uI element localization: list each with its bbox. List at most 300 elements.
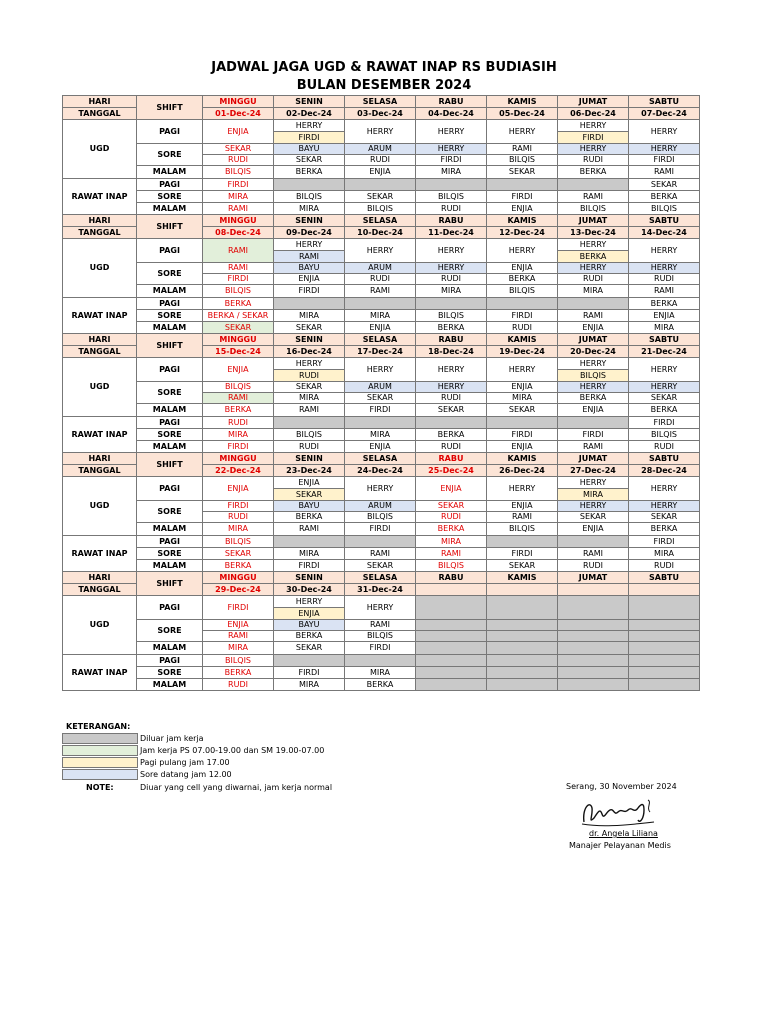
shift-pagi: PAGI bbox=[137, 179, 203, 191]
page-title: JADWAL JAGA UGD & RAWAT INAP RS BUDIASIH bbox=[211, 60, 557, 75]
shift-sore: SORE bbox=[137, 667, 203, 679]
staff-cell: ARUM bbox=[345, 263, 416, 274]
staff-cell: FIRDI bbox=[203, 274, 274, 285]
staff-cell: SEKAR bbox=[487, 166, 558, 179]
staff-cell bbox=[487, 536, 558, 548]
staff-cell: MIRA bbox=[274, 203, 345, 215]
day-name-rabu: RABU bbox=[416, 572, 487, 584]
staff-cell: ENJIA bbox=[203, 358, 274, 382]
staff-cell: HERRY bbox=[345, 239, 416, 263]
staff-cell bbox=[487, 620, 558, 631]
staff-cell: SEKAR bbox=[274, 322, 345, 334]
staff-cell: MIRA bbox=[274, 679, 345, 691]
staff-cell bbox=[558, 596, 629, 620]
staff-cell: BILQIS bbox=[558, 203, 629, 215]
unit-ugd: UGD bbox=[63, 596, 137, 655]
staff-cell: SEKAR bbox=[203, 322, 274, 334]
shift-malam: MALAM bbox=[137, 679, 203, 691]
staff-cell: BAYU bbox=[274, 263, 345, 274]
staff-cell bbox=[558, 655, 629, 667]
staff-cell: FIRDI bbox=[274, 132, 345, 144]
shift-malam: MALAM bbox=[137, 642, 203, 655]
staff-cell: HERRY bbox=[558, 239, 629, 251]
staff-cell: ENJIA bbox=[629, 310, 700, 322]
staff-cell bbox=[274, 417, 345, 429]
note-row bbox=[62, 782, 482, 793]
staff-cell: FIRDI bbox=[274, 667, 345, 679]
shift-header: SHIFT bbox=[137, 96, 203, 120]
date-cell bbox=[416, 584, 487, 596]
staff-cell: ENJIA bbox=[274, 477, 345, 489]
staff-cell: BILQIS bbox=[487, 285, 558, 298]
staff-cell: BERKA bbox=[274, 512, 345, 523]
staff-cell: SEKAR bbox=[274, 489, 345, 501]
staff-cell: FIRDI bbox=[487, 310, 558, 322]
shift-malam: MALAM bbox=[137, 523, 203, 536]
date-cell: 15-Dec-24 bbox=[203, 346, 274, 358]
staff-cell: MIRA bbox=[345, 310, 416, 322]
staff-cell: RUDI bbox=[416, 203, 487, 215]
staff-cell: RAMI bbox=[558, 310, 629, 322]
staff-cell: SEKAR bbox=[274, 155, 345, 166]
staff-cell: BILQIS bbox=[629, 429, 700, 441]
staff-cell: FIRDI bbox=[203, 596, 274, 620]
staff-cell bbox=[416, 417, 487, 429]
staff-cell: RAMI bbox=[203, 263, 274, 274]
date-cell: 16-Dec-24 bbox=[274, 346, 345, 358]
staff-cell: BILQIS bbox=[416, 560, 487, 572]
staff-cell: BERKA bbox=[203, 560, 274, 572]
shift-sore: SORE bbox=[137, 429, 203, 441]
unit-ugd: UGD bbox=[63, 477, 137, 536]
staff-cell bbox=[345, 417, 416, 429]
shift-pagi: PAGI bbox=[137, 239, 203, 263]
staff-cell: RUDI bbox=[274, 370, 345, 382]
staff-cell: BERKA bbox=[629, 404, 700, 417]
shift-malam: MALAM bbox=[137, 441, 203, 453]
day-name-rabu: RABU bbox=[416, 334, 487, 346]
staff-cell: FIRDI bbox=[345, 523, 416, 536]
staff-cell: SEKAR bbox=[629, 393, 700, 404]
date-cell: 30-Dec-24 bbox=[274, 584, 345, 596]
day-name-kamis: KAMIS bbox=[487, 96, 558, 108]
staff-cell: HERRY bbox=[274, 239, 345, 251]
staff-cell bbox=[558, 536, 629, 548]
legend-swatch bbox=[62, 769, 138, 780]
staff-cell: BERKA bbox=[558, 251, 629, 263]
staff-cell: HERRY bbox=[345, 477, 416, 501]
staff-cell: RAMI bbox=[629, 166, 700, 179]
shift-pagi: PAGI bbox=[137, 120, 203, 144]
staff-cell: BERKA bbox=[629, 523, 700, 536]
shift-malam: MALAM bbox=[137, 285, 203, 298]
staff-cell: MIRA bbox=[345, 429, 416, 441]
staff-cell: SEKAR bbox=[558, 512, 629, 523]
staff-cell bbox=[416, 631, 487, 642]
staff-cell: RUDI bbox=[487, 322, 558, 334]
staff-cell: RAMI bbox=[558, 441, 629, 453]
staff-cell: FIRDI bbox=[274, 560, 345, 572]
staff-cell: RAMI bbox=[274, 404, 345, 417]
staff-cell: SEKAR bbox=[629, 512, 700, 523]
staff-cell: HERRY bbox=[558, 120, 629, 132]
staff-cell: FIRDI bbox=[558, 132, 629, 144]
staff-cell bbox=[487, 655, 558, 667]
shift-header: SHIFT bbox=[137, 572, 203, 596]
staff-cell: HERRY bbox=[416, 239, 487, 263]
staff-cell: RAMI bbox=[558, 548, 629, 560]
day-name-rabu: RABU bbox=[416, 453, 487, 465]
staff-cell bbox=[487, 596, 558, 620]
staff-cell: FIRDI bbox=[629, 155, 700, 166]
note-text: Diuar yang cell yang diwarnai, jam kerja normal bbox=[140, 783, 333, 792]
staff-cell: HERRY bbox=[487, 358, 558, 382]
staff-cell: SEKAR bbox=[345, 560, 416, 572]
legend-item bbox=[62, 745, 482, 756]
staff-cell bbox=[345, 536, 416, 548]
staff-cell bbox=[345, 655, 416, 667]
day-name-jumat: JUMAT bbox=[558, 572, 629, 584]
staff-cell bbox=[558, 631, 629, 642]
day-name-kamis: KAMIS bbox=[487, 334, 558, 346]
staff-cell: MIRA bbox=[345, 667, 416, 679]
staff-cell: RUDI bbox=[345, 155, 416, 166]
day-name-minggu: MINGGU bbox=[203, 96, 274, 108]
hari-header: HARI bbox=[63, 96, 137, 108]
day-name-sabtu: SABTU bbox=[629, 215, 700, 227]
day-name-selasa: SELASA bbox=[345, 334, 416, 346]
shift-pagi: PAGI bbox=[137, 596, 203, 620]
staff-cell: HERRY bbox=[629, 239, 700, 263]
legend-text: Diluar jam kerja bbox=[140, 734, 204, 743]
staff-cell: HERRY bbox=[629, 382, 700, 393]
staff-cell: RAMI bbox=[274, 523, 345, 536]
date-cell: 31-Dec-24 bbox=[345, 584, 416, 596]
unit-rawat-inap: RAWAT INAP bbox=[63, 417, 137, 453]
signatory-title: Manajer Pelayanan Medis bbox=[569, 841, 671, 850]
staff-cell: RAMI bbox=[203, 239, 274, 263]
staff-cell bbox=[416, 655, 487, 667]
date-cell: 14-Dec-24 bbox=[629, 227, 700, 239]
date-cell: 18-Dec-24 bbox=[416, 346, 487, 358]
day-name-jumat: JUMAT bbox=[558, 96, 629, 108]
staff-cell: ENJIA bbox=[203, 477, 274, 501]
tanggal-header: TANGGAL bbox=[63, 227, 137, 239]
staff-cell bbox=[629, 596, 700, 620]
staff-cell: RUDI bbox=[416, 393, 487, 404]
staff-cell: ENJIA bbox=[487, 203, 558, 215]
note-label: NOTE: bbox=[86, 783, 114, 792]
date-cell: 08-Dec-24 bbox=[203, 227, 274, 239]
staff-cell: RUDI bbox=[274, 441, 345, 453]
staff-cell: FIRDI bbox=[558, 429, 629, 441]
staff-cell: MIRA bbox=[487, 393, 558, 404]
staff-cell: BILQIS bbox=[416, 191, 487, 203]
staff-cell: BERKA bbox=[487, 274, 558, 285]
legend-swatch bbox=[62, 733, 138, 744]
signatory-name: dr. Angela Liliana bbox=[589, 829, 658, 838]
staff-cell: RAMI bbox=[629, 285, 700, 298]
staff-cell bbox=[487, 679, 558, 691]
hari-header: HARI bbox=[63, 334, 137, 346]
schedule-table bbox=[62, 95, 700, 691]
day-name-jumat: JUMAT bbox=[558, 334, 629, 346]
shift-header: SHIFT bbox=[137, 334, 203, 358]
staff-cell: BERKA bbox=[416, 523, 487, 536]
staff-cell: RUDI bbox=[416, 512, 487, 523]
date-cell: 04-Dec-24 bbox=[416, 108, 487, 120]
staff-cell: HERRY bbox=[629, 358, 700, 382]
unit-ugd: UGD bbox=[63, 120, 137, 179]
staff-cell bbox=[274, 179, 345, 191]
staff-cell: BERKA bbox=[416, 322, 487, 334]
tanggal-header: TANGGAL bbox=[63, 108, 137, 120]
staff-cell bbox=[487, 642, 558, 655]
staff-cell: ARUM bbox=[345, 501, 416, 512]
day-name-senin: SENIN bbox=[274, 96, 345, 108]
staff-cell: RUDI bbox=[203, 679, 274, 691]
staff-cell: FIRDI bbox=[203, 179, 274, 191]
staff-cell: MIRA bbox=[416, 285, 487, 298]
staff-cell: MIRA bbox=[629, 322, 700, 334]
day-name-sabtu: SABTU bbox=[629, 453, 700, 465]
staff-cell: BILQIS bbox=[345, 512, 416, 523]
staff-cell: BILQIS bbox=[416, 310, 487, 322]
date-cell: 07-Dec-24 bbox=[629, 108, 700, 120]
staff-cell bbox=[345, 298, 416, 310]
staff-cell: MIRA bbox=[203, 191, 274, 203]
staff-cell: SEKAR bbox=[416, 501, 487, 512]
staff-cell: ENJIA bbox=[487, 441, 558, 453]
staff-cell: HERRY bbox=[558, 501, 629, 512]
staff-cell: BILQIS bbox=[274, 191, 345, 203]
staff-cell bbox=[416, 642, 487, 655]
staff-cell: MIRA bbox=[416, 166, 487, 179]
staff-cell: ENJIA bbox=[345, 166, 416, 179]
date-cell: 13-Dec-24 bbox=[558, 227, 629, 239]
day-name-senin: SENIN bbox=[274, 334, 345, 346]
staff-cell bbox=[487, 667, 558, 679]
unit-ugd: UGD bbox=[63, 358, 137, 417]
staff-cell bbox=[487, 179, 558, 191]
staff-cell: FIRDI bbox=[487, 429, 558, 441]
staff-cell: BILQIS bbox=[629, 203, 700, 215]
shift-sore: SORE bbox=[137, 263, 203, 285]
date-cell: 25-Dec-24 bbox=[416, 465, 487, 477]
staff-cell: SEKAR bbox=[203, 548, 274, 560]
unit-ugd: UGD bbox=[63, 239, 137, 298]
staff-cell: SEKAR bbox=[345, 191, 416, 203]
staff-cell: BERKA bbox=[629, 298, 700, 310]
staff-cell: FIRDI bbox=[203, 441, 274, 453]
staff-cell bbox=[558, 298, 629, 310]
staff-cell: HERRY bbox=[487, 239, 558, 263]
staff-cell: ARUM bbox=[345, 144, 416, 155]
staff-cell: FIRDI bbox=[345, 642, 416, 655]
staff-cell: ENJIA bbox=[487, 501, 558, 512]
staff-cell: FIRDI bbox=[629, 536, 700, 548]
shift-sore: SORE bbox=[137, 548, 203, 560]
date-cell bbox=[487, 584, 558, 596]
staff-cell: HERRY bbox=[487, 120, 558, 144]
tanggal-header: TANGGAL bbox=[63, 584, 137, 596]
staff-cell bbox=[416, 298, 487, 310]
staff-cell: MIRA bbox=[203, 429, 274, 441]
day-name-sabtu: SABTU bbox=[629, 96, 700, 108]
staff-cell: BERKA bbox=[203, 298, 274, 310]
legend-swatch bbox=[62, 757, 138, 768]
date-cell: 22-Dec-24 bbox=[203, 465, 274, 477]
staff-cell: RAMI bbox=[203, 203, 274, 215]
staff-cell: FIRDI bbox=[203, 501, 274, 512]
staff-cell: MIRA bbox=[274, 310, 345, 322]
unit-rawat-inap: RAWAT INAP bbox=[63, 536, 137, 572]
staff-cell: SEKAR bbox=[487, 560, 558, 572]
staff-cell: FIRDI bbox=[274, 285, 345, 298]
staff-cell: MIRA bbox=[416, 536, 487, 548]
staff-cell: BILQIS bbox=[203, 382, 274, 393]
legend-text: Jam kerja PS 07.00-19.00 dan SM 19.00-07.00 bbox=[140, 746, 325, 755]
staff-cell: RUDI bbox=[416, 441, 487, 453]
tanggal-header: TANGGAL bbox=[63, 465, 137, 477]
staff-cell: HERRY bbox=[629, 263, 700, 274]
staff-cell: BERKA bbox=[345, 679, 416, 691]
staff-cell bbox=[558, 179, 629, 191]
day-name-selasa: SELASA bbox=[345, 96, 416, 108]
staff-cell: RAMI bbox=[203, 393, 274, 404]
staff-cell: SEKAR bbox=[416, 404, 487, 417]
legend-item bbox=[62, 769, 482, 780]
staff-cell: BAYU bbox=[274, 501, 345, 512]
staff-cell bbox=[558, 667, 629, 679]
date-cell: 05-Dec-24 bbox=[487, 108, 558, 120]
day-name-selasa: SELASA bbox=[345, 453, 416, 465]
shift-pagi: PAGI bbox=[137, 298, 203, 310]
staff-cell: ARUM bbox=[345, 382, 416, 393]
shift-sore: SORE bbox=[137, 144, 203, 166]
shift-sore: SORE bbox=[137, 310, 203, 322]
staff-cell bbox=[345, 179, 416, 191]
shift-header: SHIFT bbox=[137, 453, 203, 477]
date-cell: 24-Dec-24 bbox=[345, 465, 416, 477]
staff-cell: ENJIA bbox=[203, 620, 274, 631]
staff-cell: SEKAR bbox=[629, 179, 700, 191]
day-name-minggu: MINGGU bbox=[203, 453, 274, 465]
shift-header: SHIFT bbox=[137, 215, 203, 239]
staff-cell bbox=[416, 596, 487, 620]
shift-sore: SORE bbox=[137, 501, 203, 523]
staff-cell: RUDI bbox=[416, 274, 487, 285]
staff-cell bbox=[487, 298, 558, 310]
staff-cell: FIRDI bbox=[629, 417, 700, 429]
staff-cell: BERKA / SEKAR bbox=[203, 310, 274, 322]
date-cell: 19-Dec-24 bbox=[487, 346, 558, 358]
shift-pagi: PAGI bbox=[137, 358, 203, 382]
staff-cell: HERRY bbox=[416, 382, 487, 393]
shift-malam: MALAM bbox=[137, 203, 203, 215]
legend-text: Sore datang jam 12.00 bbox=[140, 770, 232, 779]
staff-cell: RUDI bbox=[558, 274, 629, 285]
staff-cell: ENJIA bbox=[274, 608, 345, 620]
staff-cell: BILQIS bbox=[203, 166, 274, 179]
page-subtitle: BULAN DESEMBER 2024 bbox=[296, 78, 472, 93]
staff-cell: RUDI bbox=[629, 560, 700, 572]
day-name-rabu: RABU bbox=[416, 96, 487, 108]
staff-cell bbox=[274, 536, 345, 548]
staff-cell: BERKA bbox=[558, 393, 629, 404]
staff-cell: MIRA bbox=[558, 285, 629, 298]
staff-cell: RAMI bbox=[345, 285, 416, 298]
legend-item bbox=[62, 757, 482, 768]
staff-cell: HERRY bbox=[629, 144, 700, 155]
staff-cell: BERKA bbox=[629, 191, 700, 203]
signature-place-date: Serang, 30 November 2024 bbox=[566, 782, 677, 791]
staff-cell bbox=[487, 417, 558, 429]
date-cell: 21-Dec-24 bbox=[629, 346, 700, 358]
staff-cell: RAMI bbox=[558, 191, 629, 203]
day-name-jumat: JUMAT bbox=[558, 453, 629, 465]
staff-cell: SEKAR bbox=[487, 404, 558, 417]
date-cell bbox=[558, 584, 629, 596]
date-cell: 02-Dec-24 bbox=[274, 108, 345, 120]
date-cell: 03-Dec-24 bbox=[345, 108, 416, 120]
staff-cell: BERKA bbox=[274, 166, 345, 179]
staff-cell: ENJIA bbox=[487, 382, 558, 393]
staff-cell: RAMI bbox=[487, 144, 558, 155]
staff-cell: MIRA bbox=[274, 393, 345, 404]
staff-cell bbox=[416, 179, 487, 191]
staff-cell bbox=[558, 620, 629, 631]
staff-cell bbox=[274, 298, 345, 310]
day-name-senin: SENIN bbox=[274, 572, 345, 584]
shift-pagi: PAGI bbox=[137, 477, 203, 501]
staff-cell: FIRDI bbox=[345, 404, 416, 417]
staff-cell bbox=[629, 620, 700, 631]
staff-cell bbox=[487, 631, 558, 642]
staff-cell bbox=[416, 620, 487, 631]
staff-cell: HERRY bbox=[345, 120, 416, 144]
staff-cell: BERKA bbox=[203, 667, 274, 679]
shift-sore: SORE bbox=[137, 191, 203, 203]
staff-cell: MIRA bbox=[203, 523, 274, 536]
staff-cell: ENJIA bbox=[345, 322, 416, 334]
staff-cell: RUDI bbox=[345, 274, 416, 285]
staff-cell: HERRY bbox=[416, 120, 487, 144]
legend-swatch bbox=[62, 745, 138, 756]
staff-cell: HERRY bbox=[558, 144, 629, 155]
day-name-selasa: SELASA bbox=[345, 572, 416, 584]
shift-malam: MALAM bbox=[137, 404, 203, 417]
date-cell: 09-Dec-24 bbox=[274, 227, 345, 239]
day-name-minggu: MINGGU bbox=[203, 215, 274, 227]
hari-header: HARI bbox=[63, 215, 137, 227]
day-name-selasa: SELASA bbox=[345, 215, 416, 227]
staff-cell: HERRY bbox=[345, 596, 416, 620]
date-cell: 10-Dec-24 bbox=[345, 227, 416, 239]
unit-rawat-inap: RAWAT INAP bbox=[63, 655, 137, 691]
date-cell bbox=[629, 584, 700, 596]
staff-cell: ENJIA bbox=[558, 404, 629, 417]
staff-cell: RUDI bbox=[203, 417, 274, 429]
legend-heading: KETERANGAN: bbox=[66, 722, 131, 731]
day-name-minggu: MINGGU bbox=[203, 334, 274, 346]
staff-cell: ENJIA bbox=[416, 477, 487, 501]
legend-text: Pagi pulang jam 17.00 bbox=[140, 758, 230, 767]
staff-cell: MIRA bbox=[203, 642, 274, 655]
staff-cell: BILQIS bbox=[203, 536, 274, 548]
staff-cell: ENJIA bbox=[558, 322, 629, 334]
shift-pagi: PAGI bbox=[137, 655, 203, 667]
